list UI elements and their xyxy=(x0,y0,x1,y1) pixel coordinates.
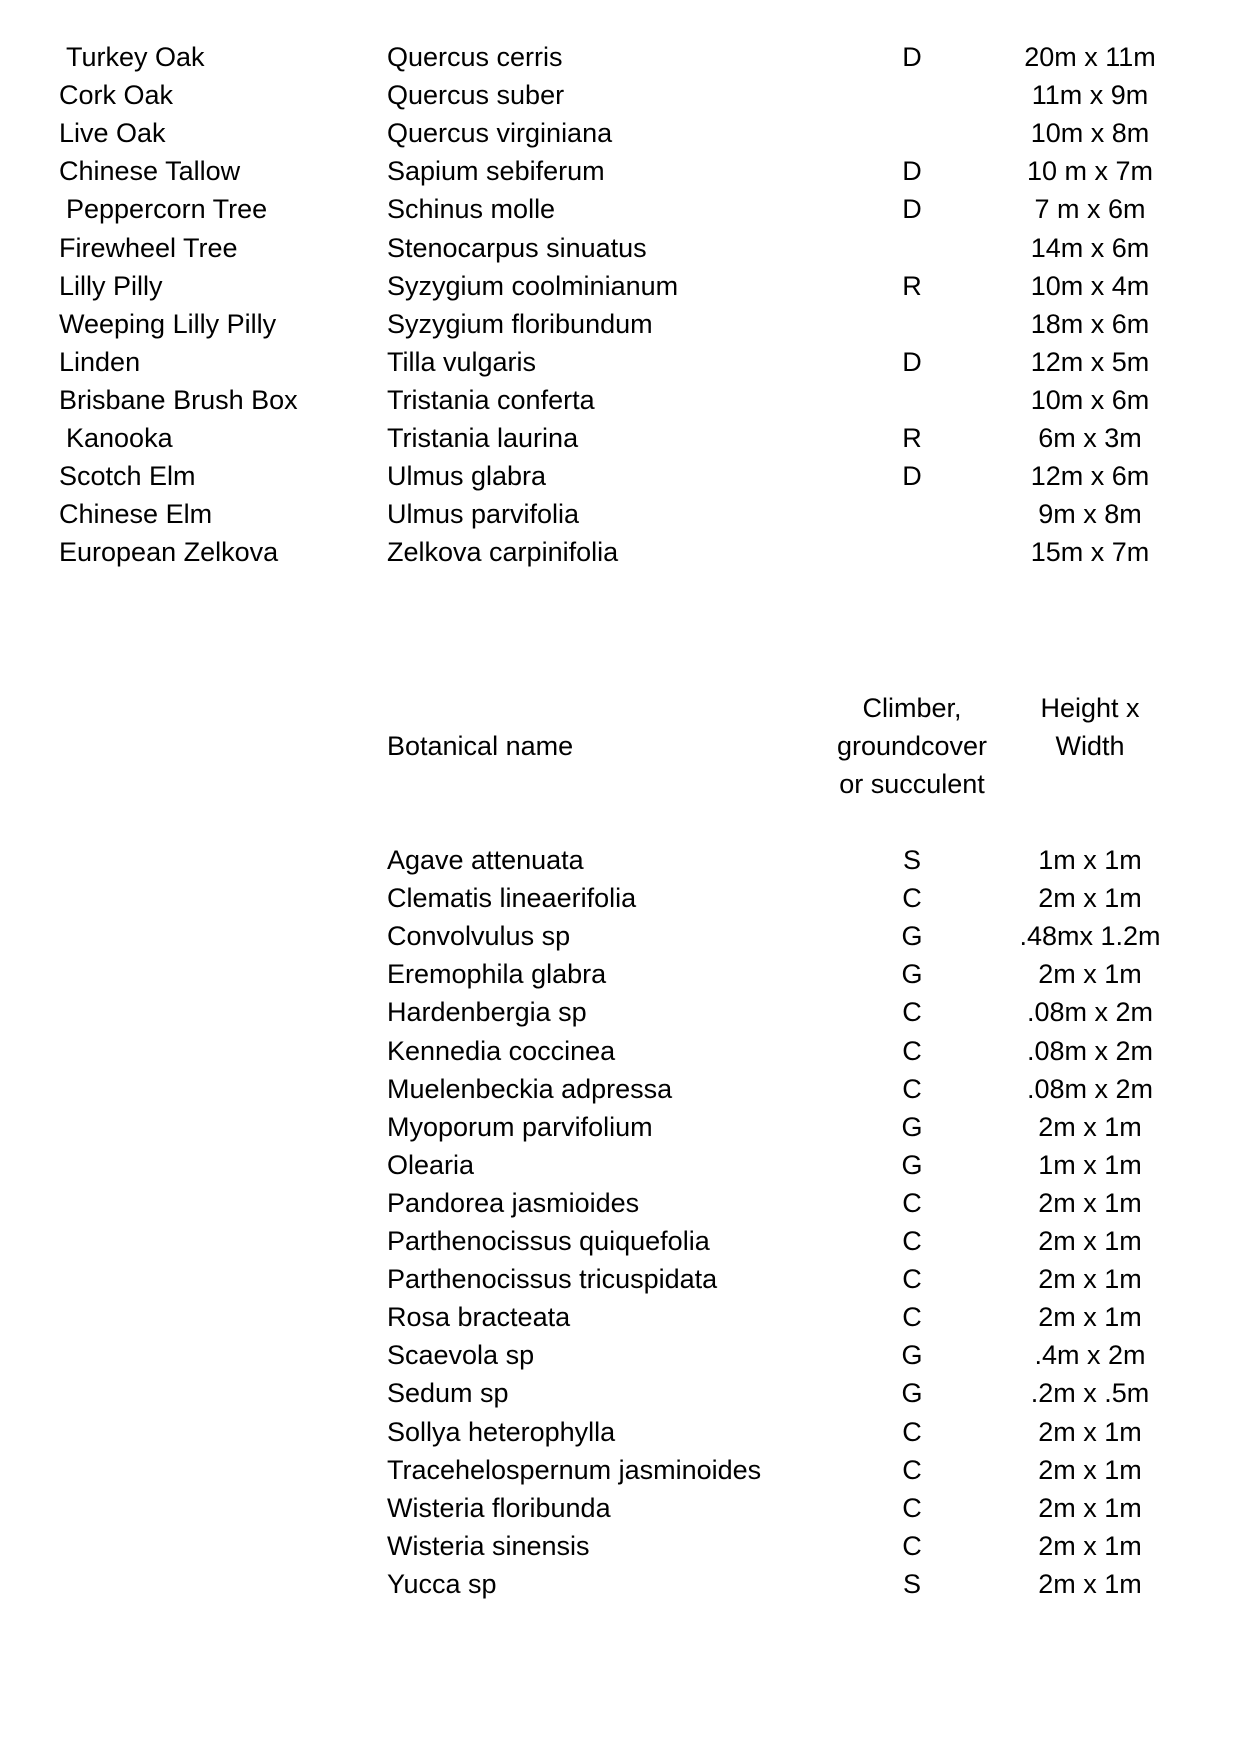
common-name: Chinese Elm xyxy=(59,499,213,530)
botanical-name: Sapium sebiferum xyxy=(387,156,605,187)
plant-row xyxy=(0,1070,1239,1108)
botanical-name: Eremophila glabra xyxy=(387,959,607,990)
plant-type-header-line: groundcover xyxy=(836,731,988,761)
plant-row xyxy=(0,1108,1239,1146)
botanical-name: Tracehelospernum jasminoides xyxy=(387,1454,762,1485)
height-width: 6m x 3m xyxy=(1038,423,1142,453)
common-name: Linden xyxy=(59,346,141,377)
tree-row xyxy=(0,305,1239,343)
tree-row xyxy=(0,152,1239,190)
height-width: 2m x 1m xyxy=(1038,1264,1142,1295)
botanical-name: Hardenbergia sp xyxy=(387,997,587,1028)
height-width: 2m x 1m xyxy=(1038,1302,1142,1333)
plant-type: S xyxy=(902,1568,921,1599)
plant-type: C xyxy=(902,1416,922,1447)
height-width: 11m x 9m xyxy=(1031,80,1149,111)
plant-row xyxy=(0,1565,1239,1603)
plant-row xyxy=(0,917,1239,955)
common-name: Scotch Elm xyxy=(59,461,196,492)
plant-type-header xyxy=(812,689,1012,803)
botanical-name: Parthenocissus quiquefolia xyxy=(387,1226,710,1256)
height-width: 12m x 6m xyxy=(1030,461,1150,492)
height-width: 2m x 1m xyxy=(1038,1454,1142,1485)
plant-type: C xyxy=(902,1226,922,1256)
height-width: .08m x 2m xyxy=(1026,997,1154,1028)
plant-type-header-line: or succulent xyxy=(839,769,985,799)
plant-type: G xyxy=(901,959,923,990)
botanical-name: Stenocarpus sinuatus xyxy=(387,232,647,263)
plant-row xyxy=(0,1489,1239,1527)
plant-row xyxy=(0,1222,1239,1260)
tree-type: D xyxy=(902,346,922,377)
height-width: 2m x 1m xyxy=(1038,1111,1142,1142)
height-width-header-line: Height x xyxy=(1040,693,1140,723)
plant-row xyxy=(0,1146,1239,1184)
botanical-name: Scaevola sp xyxy=(387,1340,535,1371)
height-width: 2m x 1m xyxy=(1038,1492,1142,1523)
height-width: 1m x 1m xyxy=(1038,845,1142,875)
plant-type: C xyxy=(902,1530,922,1561)
plant-type: G xyxy=(901,921,923,952)
tree-row xyxy=(0,343,1239,381)
plant-row xyxy=(0,1413,1239,1451)
tree-row xyxy=(0,495,1239,533)
common-name: Weeping Lilly Pilly xyxy=(59,308,277,339)
botanical-name: Parthenocissus tricuspidata xyxy=(387,1264,718,1295)
botanical-name: Clematis lineaerifolia xyxy=(387,883,637,914)
plant-type: C xyxy=(902,1264,922,1295)
tree-row xyxy=(0,267,1239,305)
botanical-name: Ulmus parvifolia xyxy=(387,499,580,530)
height-width: 10 m x 7m xyxy=(1026,156,1154,187)
plant-row xyxy=(0,1374,1239,1412)
plant-type: C xyxy=(902,1035,922,1066)
height-width: 20m x 11m xyxy=(1024,42,1156,72)
plant-row xyxy=(0,1260,1239,1298)
tree-type: R xyxy=(902,423,922,453)
plant-row xyxy=(0,993,1239,1031)
common-name: Brisbane Brush Box xyxy=(59,384,298,415)
plant-type: G xyxy=(901,1378,923,1409)
plant-row xyxy=(0,841,1239,879)
botanical-name: Quercus cerris xyxy=(387,42,563,72)
botanical-name: Schinus molle xyxy=(387,194,556,225)
plant-type-header-line: Climber, xyxy=(862,693,962,723)
height-width-header-line: Width xyxy=(1055,731,1125,761)
tree-row xyxy=(0,114,1239,152)
tree-row xyxy=(0,190,1239,228)
common-name: Turkey Oak xyxy=(66,42,205,72)
common-name: Firewheel Tree xyxy=(59,232,238,263)
plant-type: G xyxy=(901,1111,923,1142)
botanical-name: Myoporum parvifolium xyxy=(387,1111,653,1142)
botanical-name: Agave attenuata xyxy=(387,845,584,875)
plant-type: G xyxy=(901,1340,923,1371)
height-width: 10m x 6m xyxy=(1030,384,1150,415)
tree-row xyxy=(0,457,1239,495)
botanical-name: Muelenbeckia adpressa xyxy=(387,1073,673,1104)
plant-type: C xyxy=(902,1073,922,1104)
height-width: 2m x 1m xyxy=(1038,1568,1142,1599)
plant-row xyxy=(0,1527,1239,1565)
botanical-name: Zelkova carpinifolia xyxy=(387,537,619,568)
height-width: 2m x 1m xyxy=(1038,883,1142,914)
botanical-name: Yucca sp xyxy=(387,1568,497,1599)
height-width: 2m x 1m xyxy=(1038,1416,1142,1447)
botanical-name: Sollya heterophylla xyxy=(387,1416,616,1447)
plant-row xyxy=(0,1451,1239,1489)
botanical-name: Tilla vulgaris xyxy=(387,346,537,377)
plant-type: C xyxy=(902,1454,922,1485)
plant-row xyxy=(0,1184,1239,1222)
height-width: .48mx 1.2m xyxy=(1019,921,1161,952)
height-width: 14m x 6m xyxy=(1030,232,1150,263)
plant-type: G xyxy=(901,1149,923,1180)
height-width: 2m x 1m xyxy=(1038,959,1142,990)
botanical-name: Convolvulus sp xyxy=(387,921,571,952)
height-width: .2m x .5m xyxy=(1030,1378,1150,1409)
common-name: European Zelkova xyxy=(59,537,279,568)
tree-row xyxy=(0,229,1239,267)
height-width: 9m x 8m xyxy=(1038,499,1142,530)
botanical-name: Rosa bracteata xyxy=(387,1302,571,1333)
plant-row xyxy=(0,1298,1239,1336)
common-name: Live Oak xyxy=(59,118,166,149)
botanical-name: Tristania conferta xyxy=(387,384,595,415)
botanical-name: Wisteria sinensis xyxy=(387,1530,590,1561)
botanical-name: Pandorea jasmioides xyxy=(387,1187,640,1218)
height-width: 18m x 6m xyxy=(1030,308,1150,339)
tree-row xyxy=(0,381,1239,419)
common-name: Lilly Pilly xyxy=(59,270,163,301)
botanical-name: Syzygium coolminianum xyxy=(387,270,679,301)
height-width: 15m x 7m xyxy=(1030,537,1150,568)
plant-type: C xyxy=(902,1302,922,1333)
height-width: 10m x 8m xyxy=(1030,118,1150,149)
tree-row xyxy=(0,533,1239,571)
tree-type: D xyxy=(902,194,922,225)
botanical-name: Quercus suber xyxy=(387,80,565,111)
botanical-name: Tristania laurina xyxy=(387,423,579,453)
botanical-name-header: Botanical name xyxy=(387,731,574,761)
height-width: .4m x 2m xyxy=(1034,1340,1146,1371)
tree-row xyxy=(0,419,1239,457)
common-name: Peppercorn Tree xyxy=(66,194,268,225)
tree-row xyxy=(0,38,1239,76)
tree-type: R xyxy=(902,270,922,301)
plant-type: C xyxy=(902,1187,922,1218)
botanical-name: Kennedia coccinea xyxy=(387,1035,616,1066)
height-width-header xyxy=(1020,689,1160,765)
botanical-name: Wisteria floribunda xyxy=(387,1492,611,1523)
height-width: 10m x 4m xyxy=(1030,270,1150,301)
botanical-name: Sedum sp xyxy=(387,1378,509,1409)
plant-type: S xyxy=(902,845,921,875)
tree-row xyxy=(0,76,1239,114)
common-name: Chinese Tallow xyxy=(59,156,241,187)
height-width: 2m x 1m xyxy=(1038,1530,1142,1561)
botanical-name: Ulmus glabra xyxy=(387,461,547,492)
height-width: 2m x 1m xyxy=(1038,1226,1142,1256)
tree-type: D xyxy=(902,42,922,72)
height-width: 12m x 5m xyxy=(1030,346,1150,377)
plant-type: C xyxy=(902,997,922,1028)
tree-type: D xyxy=(902,156,922,187)
height-width: 7 m x 6m xyxy=(1034,194,1146,225)
common-name: Kanooka xyxy=(66,423,173,453)
common-name: Cork Oak xyxy=(59,80,174,111)
height-width: .08m x 2m xyxy=(1026,1035,1154,1066)
plant-row xyxy=(0,879,1239,917)
plant-type: C xyxy=(902,883,922,914)
botanical-name: Olearia xyxy=(387,1149,475,1180)
botanical-name: Syzygium floribundum xyxy=(387,308,653,339)
plant-row xyxy=(0,1032,1239,1070)
tree-type: D xyxy=(902,461,922,492)
botanical-name: Quercus virginiana xyxy=(387,118,613,149)
plant-type: C xyxy=(902,1492,922,1523)
height-width: 2m x 1m xyxy=(1038,1187,1142,1218)
height-width: 1m x 1m xyxy=(1038,1149,1142,1180)
height-width: .08m x 2m xyxy=(1026,1073,1154,1104)
plant-row xyxy=(0,1336,1239,1374)
plant-row xyxy=(0,955,1239,993)
